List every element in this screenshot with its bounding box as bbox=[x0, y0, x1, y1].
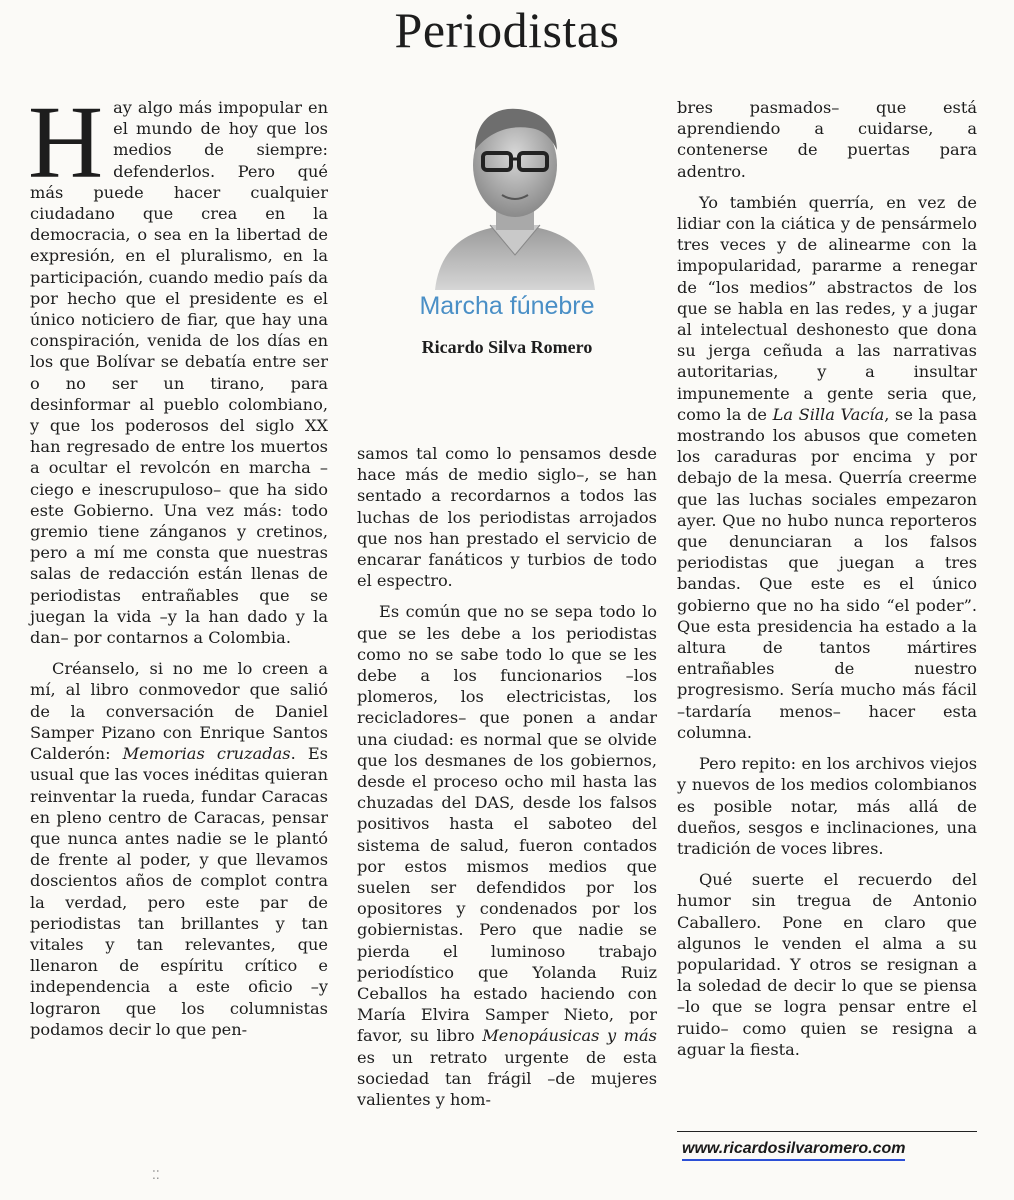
column-2 bbox=[357, 443, 657, 1110]
footer-divider bbox=[677, 1131, 977, 1132]
paragraph-6 bbox=[677, 192, 977, 743]
paragraph-6-text-a: Yo también querría, en vez de lidiar con la ciática y de pensármelo tres veces y de alinearme con la impopularidad, pararme a renegar de “los medios” abstractos de los que se habla en las redes, y a jugar al intelectual deshonesto que dona su jerga ceñuda a las narrativas autoritarias, y a insultar impunemente a gente seria que, como la de bbox=[677, 192, 977, 424]
paragraph-4 bbox=[357, 601, 657, 1110]
column-1 bbox=[28, 85, 328, 1040]
paragraph-3: samos tal como lo pensamos desde hace más de medio siglo–, se han sentado a recordarnos a todos las luchas de los periodistas arrojados que nos han prestado el servicio de encarar fanáticos y turbios de todo el espectro. bbox=[357, 444, 657, 591]
paragraph-6-text-b: , se la pasa mostrando los abusos que cometen los caraduras por encima y por debajo de la mesa. Querría creerme que las luchas sociales empezaron ayer. Que no hubo nunca reporteros que denunciaran a los falsos periodistas que juegan a tres bandas. Que este es el único gobierno que no ha sido “el poder”. Que esta presidencia ha estado a la altura de tantos mártires entrañables de nuestro progresismo. Sería mucho más fácil –tardaría menos– hacer esta columna. bbox=[677, 404, 977, 742]
author-website-link[interactable]: www.ricardosilvaromero.com bbox=[682, 1140, 905, 1161]
drop-cap: H bbox=[28, 85, 104, 200]
author-byline: Ricardo Silva Romero bbox=[421, 337, 593, 357]
section-name: Marcha fúnebre bbox=[419, 292, 595, 320]
book-title-memorias: Memorias cruzadas bbox=[122, 744, 291, 764]
paragraph-2-text-b: . Es usual que las voces inéditas quieran reinventar la rueda, fundar Caracas en pleno centro de Caracas, pensar que nunca antes nadie se le plantó de frente al poder, y que llevamos doscientos años de complot contra la verdad, pero este par de periodistas tan brillantes y tan vitales y tan relevantes, que llenaron de espíritu crítico e independencia a este oficio –y lograron que los columnistas podamos decir lo que pen- bbox=[30, 744, 328, 1039]
column-title: Periodistas bbox=[394, 2, 620, 58]
print-mark: ⁚⁚ bbox=[152, 1168, 160, 1182]
author-portrait-icon bbox=[430, 95, 600, 290]
column-3 bbox=[677, 97, 977, 1060]
paragraph-4-text-b: es un retrato urgente de esta sociedad tan frágil –de mujeres valientes y hom- bbox=[357, 1047, 657, 1110]
paragraph-2-text-a: Créanselo, si no me lo creen a mí, al libro conmovedor que salió de la conversación de Daniel Samper Pizano con Enrique Santos Calderón: bbox=[30, 659, 328, 764]
paragraph-1 bbox=[28, 85, 328, 648]
media-name-silla-vacia: La Silla Vacía bbox=[772, 404, 885, 424]
paragraph-7: Pero repito: en los archivos viejos y nuevos de los medios colombianos es posible notar, más allá de dueños, sesgos e inclinaciones, una tradición de voces libres. bbox=[677, 754, 977, 858]
paragraph-2 bbox=[30, 658, 328, 1040]
paragraph-8: Qué suerte el recuerdo del humor sin tregua de Antonio Caballero. Pone en claro que algunos le venden el alma a su popularidad. Y otros se resignan a la soledad de decir lo que se piensa –lo que se logra pensar entre el ruido– como quien se resigna a aguar la fiesta. bbox=[677, 870, 977, 1059]
paragraph-5: bres pasmados– que está aprendiendo a cuidarse, a contenerse de puertas para adentro. bbox=[677, 98, 977, 181]
book-title-menopausicas: Menopáusicas y más bbox=[482, 1026, 657, 1046]
paragraph-1-text: ay algo más impopular en el mundo de hoy que los medios de siempre: defenderlos. Pero qué más puede hacer cualquier ciudadano que crea en la democracia, o sea en la libertad de expresión, en el pluralismo, en la participación, cuando medio país da por hecho que el presidente es el único noticiero de fiar, que hay una conspiración, venida de los días en los que Bolívar se debatía entre ser o no ser un tirano, para desinformar al pueblo colombiano, y que los poderosos del siglo XX han regresado de entre los muertos a ocultar el revolcón en marcha –ciego e inescrupuloso– que ha sido este Gobierno. Una vez más: todo gremio tiene zánganos y cretinos, pero a mí me consta que nuestras salas de redacción están llenas de periodistas entrañables que se juegan la vida –y la han dado y la dan– por contarnos a Colombia. bbox=[30, 98, 328, 648]
paragraph-4-text-a: Es común que no se sepa todo lo que se les debe a los periodistas como no se sabe todo lo que se les debe a los funcionarios –los plomeros, los electricistas, los recicladores– que ponen a andar una ciudad: es normal que se olvide que los desmanes de los gobiernos, desde el proceso ocho mil hasta las chuzadas del DAS, desde los falsos positivos hasta el saboteo del sistema de salud, fueron contados por estos mismos medios que suelen ser defendidos por los opositores y condenados por los gobiernistas. Pero que nadie se pierda el luminoso trabajo periodístico que Yolanda Ruiz Ceballos ha estado haciendo con María Elvira Samper Nieto, por favor, su libro bbox=[357, 602, 657, 1046]
